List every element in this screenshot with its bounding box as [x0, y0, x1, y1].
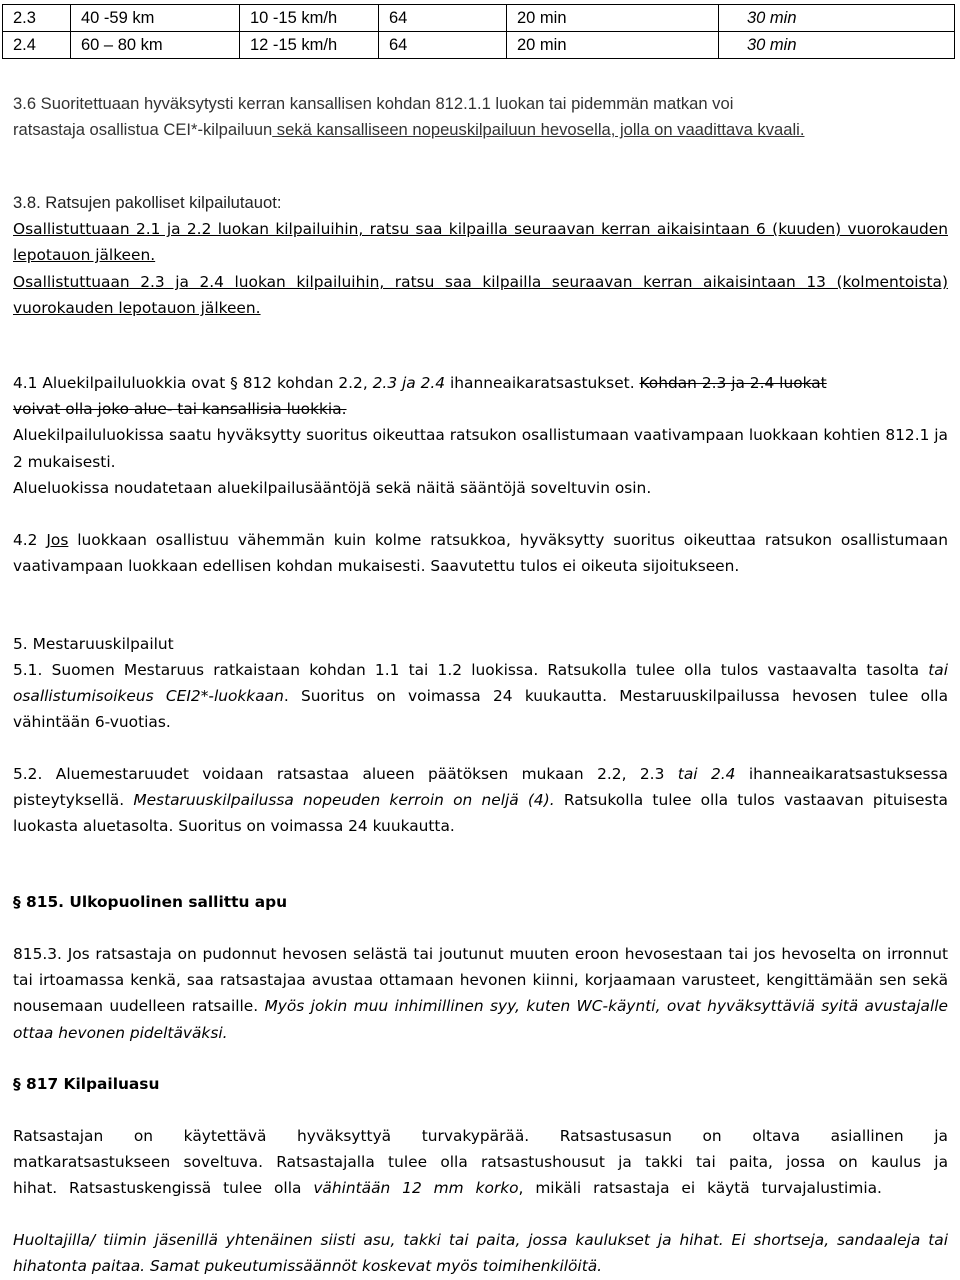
section-815-heading: § 815. Ulkopuolinen sallittu apu [13, 893, 288, 911]
section-815-3 [13, 941, 948, 1046]
distance-speed-table [2, 4, 955, 59]
section-4-2-jos: Jos [46, 531, 69, 549]
section-4-2-text: luokkaan osallistuu vähemmän kuin kolme ratsukkoa, hyväksytty suoritus oikeuttaa ratsukon osallistumaan vaativampaan luokkaan edellisen kohdan mukaisesti. Saavutettu tulos ei oikeuta sijoitukseen. [13, 531, 948, 576]
section-4-1-italic: 2.3 ja 2.4 [372, 374, 446, 392]
table-cell: 30 min [719, 32, 955, 59]
section-4-1-paragraph-3: Alueluokissa noudatetaan aluekilpailusääntöjä sekä näitä sääntöjä soveltuvin osin. [13, 478, 652, 497]
section-4-1-paragraph-2: Aluekilpailuluokissa saatu hyväksytty suoritus oikeuttaa ratsukon osallistumaan vaativampaan luokkaan kohtien 812.1 ja 2 mukaisesti. [13, 426, 948, 471]
section-817-heading: § 817 Kilpailuasu [13, 1075, 160, 1093]
section-3-6 [13, 91, 948, 143]
table-cell: 20 min [507, 32, 719, 59]
section-815-3-text: 815.3. Jos ratsastaja on pudonnut hevosen selästä tai joutunut muuten eroon hevosestaan tai jos hevoselta on irronnut tai irtoamassa kenkä, saa ratsastajaa avustaa ottamaan hevonen kiinni, korjaamaan varusteet, kengittämään sen sekä nousemaan uudelleen ratsaille. [13, 945, 948, 1016]
section-3-8-paragraph-2: Osallistuttuaan 2.3 ja 2.4 luokan kilpailuihin, ratsu saa kilpailla seuraavan kerran aikaisintaan 13 (kolmentoista) vuorokauden lepotauon jälkeen. [13, 273, 948, 318]
section-5-1-text: 5.1. Suomen Mestaruus ratkaistaan kohdan 1.1 tai 1.2 luokissa. Ratsukolla tulee olla tulos vastaavalta tasolta [13, 661, 929, 679]
section-4-1-struck-text: Kohdan 2.3 ja 2.4 luokat [639, 374, 827, 392]
section-5-2 [13, 761, 948, 840]
section-5-2-italic: tai 2.4 [677, 765, 736, 783]
table-cell: 10 -15 km/h [240, 5, 379, 32]
section-4-2 [13, 527, 948, 579]
table-cell: 40 -59 km [71, 5, 240, 32]
section-3-6-line2b: sekä kansalliseen nopeuskilpailuun hevosella, jolla on vaadittava kvaali. [272, 120, 805, 140]
section-4-1-text: ihanneaikaratsastukset. [445, 374, 640, 392]
section-5-1-italic: tai osallistumisoikeus CEI2*-luokkaan [13, 661, 948, 706]
section-817-text: Ratsastajan on käytettävä hyväksyttyä turvakypärää. Ratsastusasun on oltava asiallinen ja matkaratsastukseen soveltuva. Ratsastajalla tulee olla ratsastushousut ja takki tai paita, jossa on kaulus ja hihat. Ratsastuskengissä tulee olla [13, 1127, 948, 1198]
section-5-heading: 5. Mestaruuskilpailut [13, 635, 174, 653]
section-5-2-text: Ratsukolla tulee olla tulos vastaavan pituisesta luokasta aluetasolta. Suoritus on voimassa 24 kuukautta. [13, 791, 948, 836]
section-4-1-text: 812 kohdan 2.2, [237, 374, 373, 392]
section-817-paragraph-1 [13, 1123, 948, 1202]
section-3-8-heading: 3.8. Ratsujen pakolliset kilpailutauot: [13, 193, 282, 212]
section-3-6-line1: 3.6 Suoritettuaan hyväksytysti kerran kansallisen kohdan 812.1.1 luokan tai pidemmän matkan voi [13, 94, 734, 113]
section-5-2-italic: Mestaruuskilpailussa nopeuden kerroin on neljä (4). [133, 791, 555, 810]
table-cell: 60 – 80 km [71, 32, 240, 59]
section-5-1-text: . Suoritus on voimassa 24 kuukautta. Mestaruuskilpailussa hevosen tulee olla vähintään 6-vuotias. [13, 687, 948, 732]
section-3-6-line2a: ratsastaja osallistua CEI*-kilpailuun [13, 120, 273, 140]
section-817-italic: vähintään 12 mm korko [313, 1179, 519, 1198]
table-row [3, 32, 955, 59]
section-5-1 [13, 657, 948, 736]
section-815-3-italic: Myös jokin muu inhimillinen syy, kuten WC-käynti, ovat hyväksyttäviä syitä avustajalle ottaa hevonen pideltäväksi. [13, 997, 949, 1042]
table-cell: 64 [379, 5, 507, 32]
section-5-2-text: 5.2. Aluemestaruudet voidaan ratsastaa alueen päätöksen mukaan 2.2, 2.3 [13, 765, 678, 783]
section-817-text: , mikäli ratsastaja ei käytä turvajalustimia. [518, 1179, 882, 1198]
section-817-paragraph-2: Huoltajilla/ tiimin jäsenillä yhtenäinen siisti asu, takki tai paita, jossa kaulukset ja hihat. Ei shortseja, sandaaleja tai hihatonta paitaa. Samat pukeutumissäännöt koskevat myös toimihenkilöitä. [13, 1231, 948, 1276]
section-4-1-text: 4.1 Aluekilpailuluokkia ovat [13, 374, 231, 392]
section-sign: § [230, 374, 238, 392]
section-4-1-struck-text-2: voivat olla joko alue- tai kansallisia luokkia. [13, 400, 347, 419]
section-4-2-number: 4.2 [13, 531, 47, 549]
section-4-1 [13, 370, 948, 501]
table-cell: 64 [379, 32, 507, 59]
table-cell: 12 -15 km/h [240, 32, 379, 59]
table-cell: 20 min [507, 5, 719, 32]
table-row [3, 5, 955, 32]
section-5-2-text: ihanneaikaratsastuksessa pisteytyksellä. [13, 765, 948, 810]
table-cell: 2.3 [3, 5, 71, 32]
section-3-8-paragraph-1: Osallistuttuaan 2.1 ja 2.2 luokan kilpailuihin, ratsu saa kilpailla seuraavan kerran aikaisintaan 6 (kuuden) vuorokauden lepotauon jälkeen. [13, 220, 948, 265]
table-cell: 30 min [719, 5, 955, 32]
table-cell: 2.4 [3, 32, 71, 59]
